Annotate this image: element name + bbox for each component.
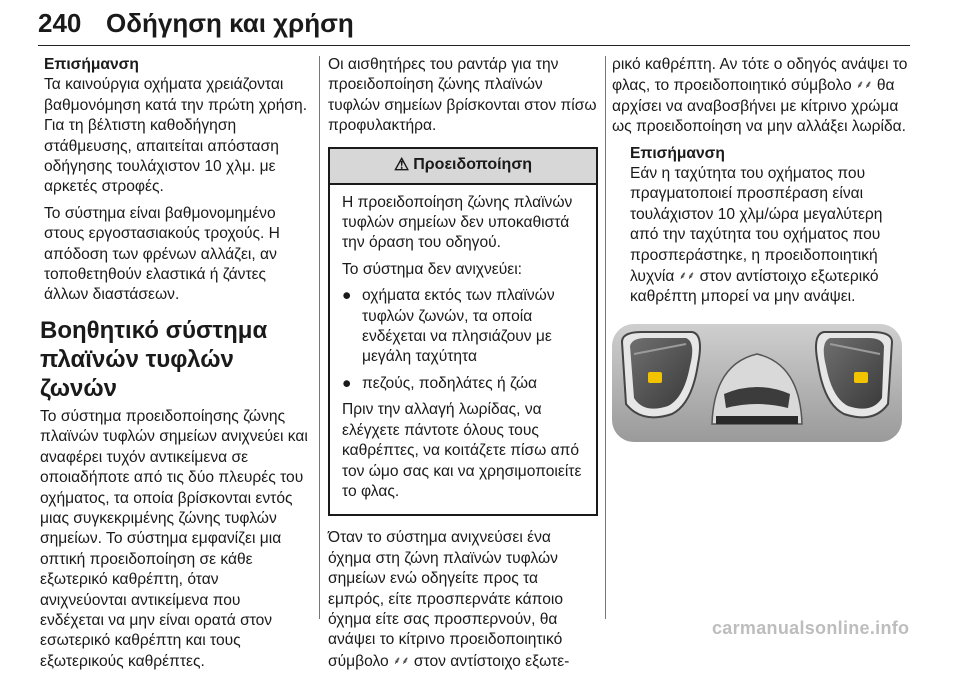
note-paragraph: Τα καινούργια οχήματα χρειάζονται βαθμονόμηση κατά την πρώτη χρήση. Για τη βέλτιστη καθοδήγηση στάθμευσης, απαιτείται απόσταση οδήγησης τουλάχιστον 10 χλμ. με αρκετές στροφές. bbox=[44, 76, 308, 196]
note-title: Επισήμανση bbox=[630, 144, 725, 162]
warning-paragraph: Πριν την αλλαγή λωρίδας, να ελέγχετε πάντοτε όλους τους καθρέπτες, να κοιτάζετε πίσω από τον ώμο σας και να χρησιμοποιείτε το φλας. bbox=[342, 401, 582, 500]
page-header bbox=[38, 4, 910, 44]
list-item bbox=[342, 374, 586, 394]
note-text: στον αντίστοιχο εξωτερικό καθρέπτη μπορεί να μην ανάψει. bbox=[630, 268, 879, 306]
chapter-title: Οδήγηση και χρήση bbox=[106, 8, 354, 38]
warning-body bbox=[330, 185, 596, 515]
body-text: στον αντίστοιχο εξωτε- bbox=[413, 652, 570, 670]
blind-spot-symbol-icon: ⸙⸙ bbox=[678, 270, 696, 283]
column-2 bbox=[328, 55, 598, 678]
warning-box bbox=[328, 147, 598, 517]
warning-lamp-icon bbox=[854, 372, 868, 383]
note-paragraph: Το σύστημα είναι βαθμονομημένο στους εργοστασιακούς τροχούς. Η απόδοση των φρένων αλλάζει, αν τοποθετηθούν ελαστικά ή ζάντες άλλων διαστάσεων. bbox=[44, 204, 280, 304]
bullet-icon: ● bbox=[342, 287, 352, 305]
mirror-illustration-svg bbox=[612, 324, 902, 442]
warning-header bbox=[330, 149, 596, 185]
warning-paragraph: Το σύστημα δεν ανιχνεύει: bbox=[342, 260, 523, 278]
body-paragraph bbox=[328, 528, 598, 672]
body-text: Όταν το σύστημα ανιχνεύσει ένα όχημα στη ζώνη πλαϊνών τυφλών σημείων ενώ οδηγείτε προς τα εμπρός, είτε προσπερνάτε κάποιο όχημα είτε σας προσπερνούν, θα ανάψει το κίτρινο προειδοποιητικό σύμβολο bbox=[328, 529, 564, 670]
blind-spot-symbol-icon: ⸙⸙ bbox=[393, 654, 410, 667]
list-item-text: πεζούς, ποδηλάτες ή ζώα bbox=[362, 374, 538, 392]
warning-paragraph: Η προειδοποίηση ζώνης πλαϊνών τυφλών σημείων δεν υποκαθιστά την όραση του οδηγού. bbox=[342, 193, 573, 252]
body-paragraph bbox=[612, 55, 912, 138]
note-block bbox=[612, 144, 912, 308]
note-paragraph bbox=[630, 164, 912, 308]
list-item-text: οχήματα εκτός των πλαϊνών τυφλών ζωνών, τα οποία ενδέχεται να πλησιάζουν με μεγάλη ταχύτητα bbox=[362, 287, 555, 366]
body-text: θα αρχίσει να αναβοσβήνει με κίτρινο χρώμα ως προειδοποίηση να μην αλλάξει λωρίδα. bbox=[612, 77, 906, 136]
note-text: Εάν η ταχύτητα του οχήματος που πραγματοποιεί προσπέραση είναι τουλάχιστον 10 χλμ/ώρα μεγαλύτερη από την ταχύτητα του οχήματος που προσπεράστηκε, η προειδοποιητική λυχνία bbox=[630, 165, 883, 286]
column-divider bbox=[319, 56, 320, 619]
blind-spot-symbol-icon: ⸙⸙ bbox=[856, 79, 873, 92]
note-title: Επισήμανση bbox=[44, 56, 139, 73]
watermark: carmanualsonline.info bbox=[712, 618, 910, 638]
header-rule bbox=[38, 45, 910, 46]
warning-lamp-icon bbox=[648, 372, 662, 383]
page-number: 240 bbox=[38, 8, 82, 38]
column-divider bbox=[605, 56, 606, 619]
warning-triangle-icon: ⚠ bbox=[393, 155, 410, 175]
mirror-illustration bbox=[612, 324, 902, 442]
intro-paragraph: Οι αισθητήρες του ραντάρ για την προειδοποίηση ζώνης πλαϊνών τυφλών σημείων βρίσκονται στον πίσω προφυλακτήρα. bbox=[328, 56, 597, 135]
column-1 bbox=[40, 55, 308, 678]
warning-title: Προειδοποίηση bbox=[413, 156, 533, 174]
column-3 bbox=[612, 55, 912, 442]
bullet-icon: ● bbox=[342, 374, 352, 392]
list-item bbox=[342, 286, 586, 368]
body-text: ρικό καθρέπτη. Αν τότε ο οδηγός ανάψει το φλας, το προειδοποιητικό σύμβολο bbox=[612, 56, 908, 95]
section-body: Το σύστημα προειδοποίησης ζώνης πλαϊνών τυφλών σημείων ανιχνεύει και αναφέρει τυχόν αντικείμενα σε οποιαδήποτε από τις δύο πλευρές του οχήματος, τα οποία βρίσκονται εντός μιας συγκεκριμένης ζώνης τυφλών σημείων. Το σύστημα εμφανίζει μια οπτική προειδοποίηση σε κάθε εξωτερικό καθρέπτη, όταν ανιχνεύονται αντικείμενα που ενδέχεται να μην είναι ορατά στον εσωτερικό καθρέπτη και τους εξωτερικούς καθρέπτες. bbox=[40, 407, 308, 670]
section-heading: Βοηθητικό σύστημα πλαϊνών τυφλών ζωνών bbox=[40, 316, 268, 402]
